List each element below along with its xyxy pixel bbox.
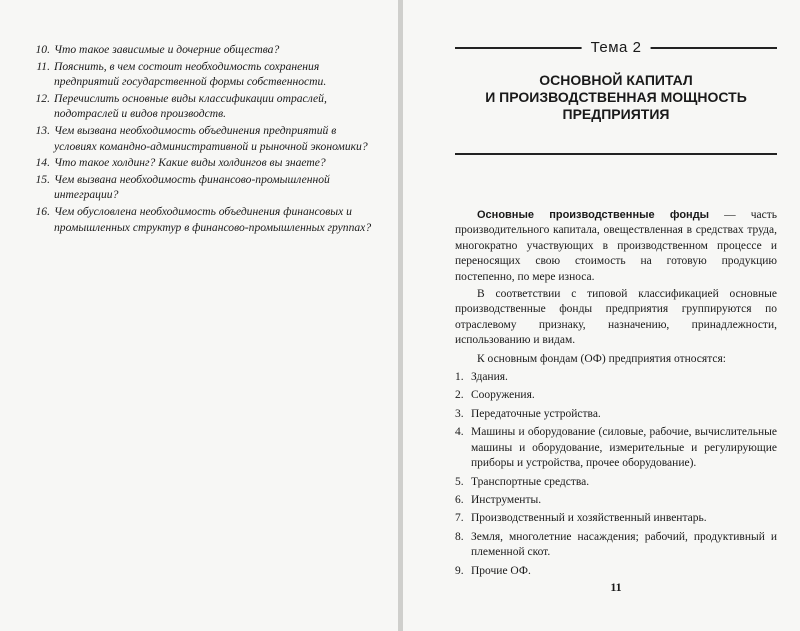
page-number: 11: [610, 580, 622, 594]
list-text: Земля, многолетние насаждения; рабочий, продуктивный и племенной скот.: [471, 530, 777, 559]
question-number: 15.: [35, 172, 50, 186]
definition-text: — часть производительного капитала, овеществленная в средствах труда, многократно участвующих в производственном процессе и переносящих свою стоимость на готовую продукцию постепенно, по мере износа.: [455, 209, 777, 283]
right-page: [403, 0, 800, 631]
question-number: 16.: [35, 204, 50, 218]
list-item: [455, 407, 777, 422]
list-item: [455, 475, 777, 490]
definition-term: Основные производственные фонды: [477, 209, 710, 221]
classification-paragraph: В соответствии с типовой классификацией основные производственные фонды предприятия группируются по отраслевому признаку, назначению, принадлежности, использованию и видам.: [455, 288, 777, 347]
question-number: 12.: [35, 91, 50, 105]
question-text: Чем вызвана необходимость финансово-промышленной интеграции?: [54, 172, 330, 202]
list-text: Машины и оборудование (силовые, рабочие, вычислительные машины и оборудование, измерительные и регулирующие приборы и устройства, прочее оборудование).: [471, 426, 777, 470]
list-text: Прочие ОФ.: [471, 564, 531, 577]
list-number: 6.: [455, 493, 464, 506]
title-rule: [455, 153, 777, 155]
topic-label: Тема 2: [582, 38, 651, 57]
list-item: [455, 425, 777, 471]
question-text: Что такое холдинг? Какие виды холдингов вы знаете?: [54, 156, 326, 170]
list-number: 2.: [455, 389, 464, 402]
chapter-title-line: ПРЕДПРИЯТИЯ: [562, 106, 670, 122]
question-number: 13.: [35, 123, 50, 137]
list-text: Производственный и хозяйственный инвентарь.: [471, 512, 707, 525]
question-text: Перечислить основные виды классификации отраслей, подотраслей и видов производств.: [54, 91, 327, 121]
topic-header: [455, 38, 777, 58]
question-text: Что такое зависимые и дочерние общества?: [54, 43, 280, 56]
list-text: Здания.: [471, 371, 508, 384]
list-number: 8.: [455, 530, 464, 543]
list-item: [455, 530, 777, 561]
question-text: Пояснить, в чем состоит необходимость сохранения предприятий государственной формы собственности.: [54, 59, 327, 89]
definition-paragraph: [455, 208, 777, 285]
list-text: Передаточные устройства.: [471, 407, 601, 420]
chapter-title-line: И ПРОИЗВОДСТВЕННАЯ МОЩНОСТЬ: [485, 89, 747, 105]
question-item: [20, 204, 380, 235]
question-item: [20, 155, 380, 171]
list-number: 3.: [455, 407, 464, 420]
chapter-title-line: ОСНОВНОЙ КАПИТАЛ: [539, 72, 693, 88]
list-number: 9.: [455, 564, 464, 577]
list-item: [455, 388, 777, 403]
question-item: [20, 123, 380, 154]
body-text: [455, 208, 777, 582]
fixed-assets-list: [455, 370, 777, 579]
list-item: [455, 564, 777, 579]
question-text: Чем обусловлена необходимость объединения финансовых и промышленных структур в финансово-промышленных группах?: [54, 204, 372, 234]
question-item: [20, 42, 380, 58]
list-text: Сооружения.: [471, 389, 535, 402]
question-item: [20, 172, 380, 203]
list-number: 4.: [455, 426, 464, 439]
list-text: Транспортные средства.: [471, 475, 590, 488]
left-page: [0, 0, 398, 631]
question-list: [20, 42, 380, 236]
list-number: 5.: [455, 475, 464, 488]
list-number: 7.: [455, 512, 464, 525]
list-number: 1.: [455, 371, 464, 384]
question-number: 11.: [36, 59, 50, 73]
question-number: 10.: [35, 43, 50, 56]
list-item: [455, 511, 777, 526]
list-text: Инструменты.: [471, 493, 542, 506]
question-item: [20, 91, 380, 122]
chapter-title: [455, 72, 777, 123]
question-number: 14.: [35, 156, 50, 170]
list-item: [455, 370, 777, 385]
question-item: [20, 59, 380, 90]
list-item: [455, 493, 777, 508]
list-intro: К основным фондам (ОФ) предприятия относятся:: [477, 352, 726, 365]
question-text: Чем вызвана необходимость объединения предприятий в условиях командно-административной и рыночной экономики?: [54, 123, 368, 153]
